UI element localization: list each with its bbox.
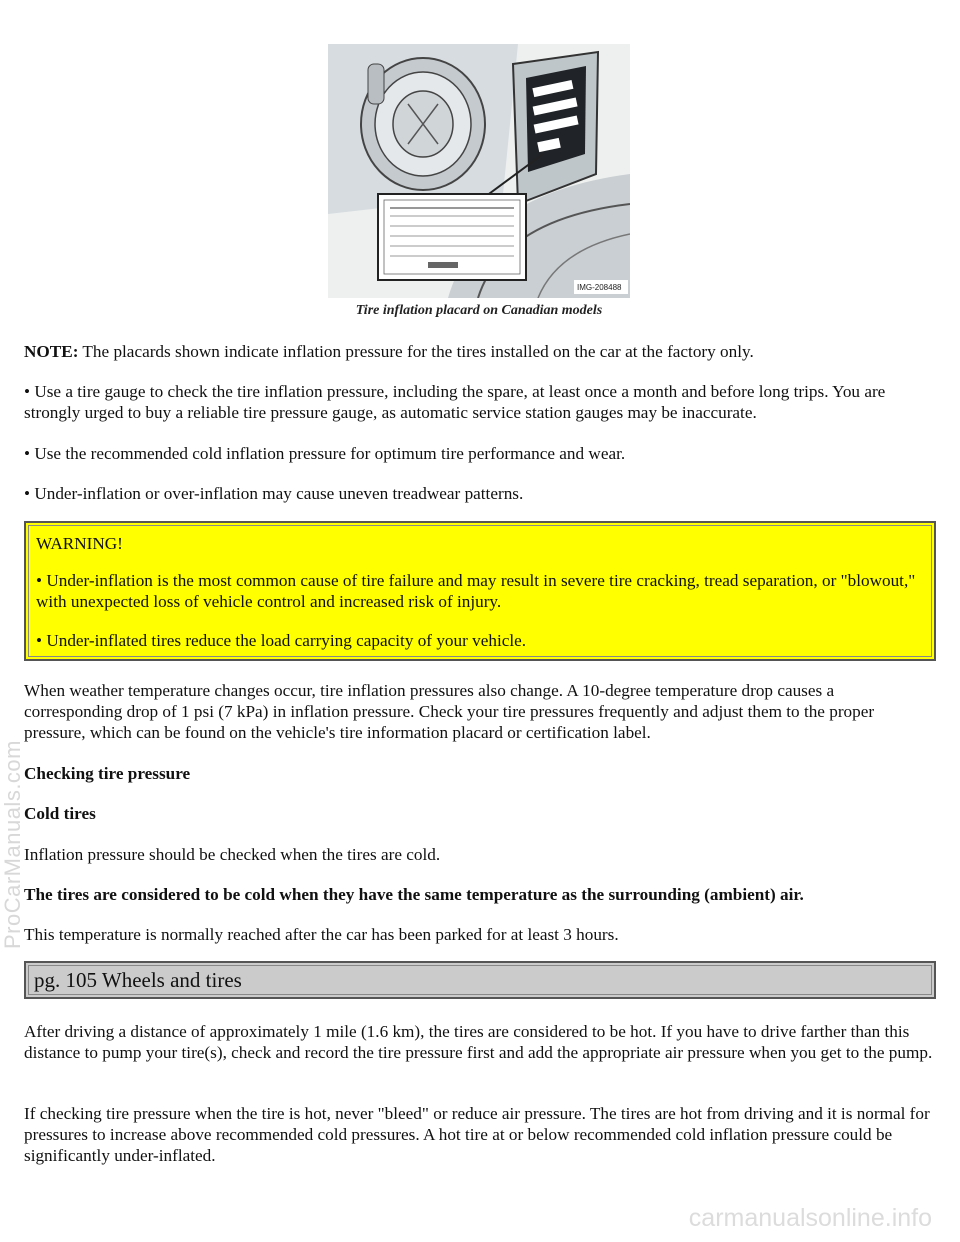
heading-cold-tires: Cold tires bbox=[24, 804, 96, 823]
bullet-cold-pressure: • Use the recommended cold inflation pressure for optimum tire performance and wear. bbox=[24, 444, 626, 463]
temperature-paragraph: When weather temperature changes occur, tire inflation pressures also change. A 10-degree temperature drop causes a corresponding drop of 1 psi (7 kPa) in inflation pressure. Check your tire pressures frequently and adjust them to the proper pressure, which can be found on the vehicle's tire information placard or certification label. bbox=[24, 681, 875, 742]
warning-item-underinflation: • Under-inflation is the most common cause of tire failure and may result in severe tire cracking, tread separation, or "blowout," with unexpected loss of vehicle control and increased risk of injury. bbox=[36, 571, 916, 611]
cold-definition-paragraph: The tires are considered to be cold when they have the same temperature as the surrounding (ambient) air. bbox=[24, 885, 804, 904]
note-text: The placards shown indicate inflation pressure for the tires installed on the car at the factory only. bbox=[78, 342, 754, 361]
side-watermark: ProCarManuals.com bbox=[0, 740, 25, 950]
warning-item-load-capacity: • Under-inflated tires reduce the load carrying capacity of your vehicle. bbox=[36, 631, 527, 650]
tire-placard-illustration bbox=[328, 44, 630, 298]
note-label: NOTE: bbox=[24, 342, 79, 361]
bleed-paragraph: If checking tire pressure when the tire is hot, never "bleed" or reduce air pressure. The tires are hot from driving and it is normal for pressures to increase above recommended cold pressures. A hot tire at or below recommended cold inflation pressure could be significantly under-inflated. bbox=[24, 1104, 930, 1165]
section-header-bar bbox=[24, 961, 936, 999]
heading-checking-tire-pressure: Checking tire pressure bbox=[24, 764, 191, 783]
cold-check-paragraph: Inflation pressure should be checked when the tires are cold. bbox=[24, 845, 441, 864]
section-title: pg. 105 Wheels and tires bbox=[34, 968, 242, 992]
bottom-watermark: carmanualsonline.info bbox=[688, 1204, 932, 1232]
hot-tires-paragraph: After driving a distance of approximately 1 mile (1.6 km), the tires are considered to be hot. If you have to drive farther than this distance to pump your tire(s), check and record the tire pressure first and add the appropriate air pressure when you get to the pump. bbox=[24, 1022, 933, 1062]
warning-box bbox=[24, 521, 936, 661]
note-paragraph bbox=[24, 341, 936, 362]
bullet-treadwear: • Under-inflation or over-inflation may cause uneven treadwear patterns. bbox=[24, 484, 524, 503]
bullet-tire-gauge: • Use a tire gauge to check the tire inflation pressure, including the spare, at least once a month and before long trips. You are strongly urged to buy a reliable tire pressure gauge, as automatic service station gauges may be inaccurate. bbox=[24, 382, 886, 422]
fuel-door-placard-drawing bbox=[328, 44, 630, 298]
figure-caption: Tire inflation placard on Canadian models bbox=[355, 303, 603, 318]
warning-title: WARNING! bbox=[36, 534, 123, 553]
image-code: IMG-208488 bbox=[577, 283, 622, 292]
three-hours-paragraph: This temperature is normally reached after the car has been parked for at least 3 hours. bbox=[24, 925, 619, 944]
